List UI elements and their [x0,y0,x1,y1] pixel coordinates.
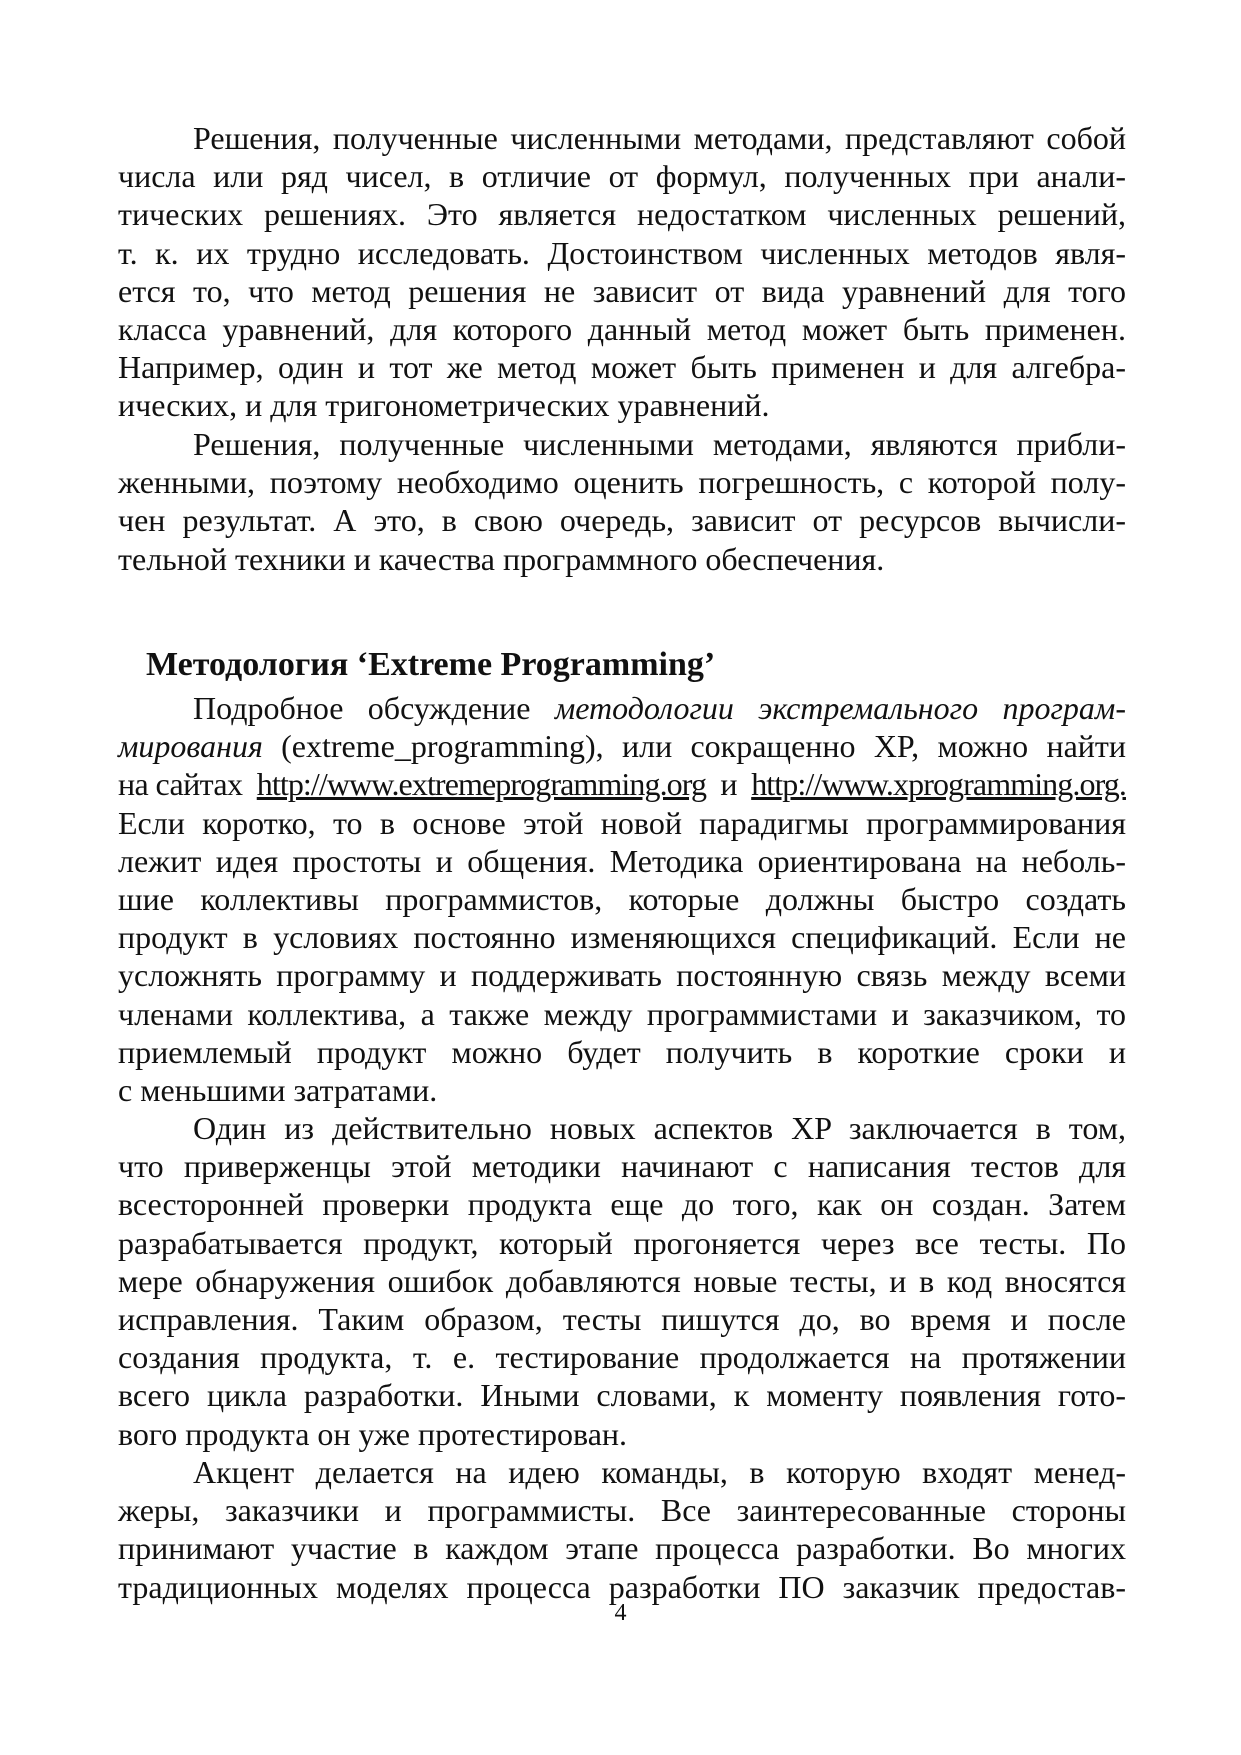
text-line: мере обнаружения ошибок добавляются новые тесты, и в код вносятся [118,1262,1126,1299]
text-line: всесторонней проверки продукта еще до того, как он создан. Затем [118,1186,1126,1223]
text-line: числа или ряд чисел, в отличие от формул, полученных при анали- [118,158,1126,195]
paragraph-3 [118,689,1126,1109]
text-line: приемлемый продукт можно будет получить в короткие сроки и [118,1033,1126,1070]
text-line [118,727,1126,765]
text-line: что приверженцы этой методики начинают с написания тестов для [118,1148,1126,1185]
text-line: вого продукта он уже протестирован. [118,1415,628,1452]
text-line: создания продукта, т. е. тестирование продолжается на протяжении [118,1339,1126,1376]
section-heading: Методология ‘Extreme Programming’ [146,646,716,683]
text-line: Акцент делается на идею команды, в которую входят менед- [193,1454,1126,1490]
text-line [118,765,1126,803]
text-line: традиционных моделях процесса разработки ПО заказчик предостав- [118,1568,1126,1605]
text-line: Решения, полученные численными методами, являются прибли- [193,426,1126,462]
text-line: всего цикла разработки. Иными словами, к моменту появления гото- [118,1377,1126,1414]
paragraph-5 [118,1453,1126,1606]
text-line: лежит идея простоты и общения. Методика ориентирована на неболь- [118,842,1126,879]
text-line: ется то, что метод решения не зависит от вида уравнений для того [118,272,1126,309]
text-line: усложнять программу и поддерживать постоянную связь между всеми [118,957,1126,994]
text-line: жеры, заказчики и программисты. Все заинтересованные стороны [118,1492,1126,1529]
text-line: с меньшими затратами. [118,1071,438,1108]
text-line: класса уравнений, для которого данный метод может быть применен. [118,310,1126,347]
text-line: ических, и для тригонометрических уравнений. [118,387,770,424]
text-line: продукт в условиях постоянно изменяющихся спецификаций. Если не [118,919,1126,956]
italic-term: мирования [118,728,263,765]
link-extremeprogramming[interactable]: http://www.extremeprogramming.org [256,766,707,803]
paragraph-2 [118,425,1126,578]
text-span: (extreme_programming), или сокращенно XP, можно найти [262,728,1126,765]
text-line: Например, один и тот же метод может быть применен и для алгебра- [118,349,1126,386]
text-line: чен результат. А это, в свою очередь, зависит от ресурсов вычисли- [118,502,1126,539]
text-span: на сайтах [118,766,243,803]
text-line: разрабатывается продукт, который прогоняется через все тесты. По [118,1224,1126,1261]
text-line: Решения, полученные численными методами, представляют собой [193,120,1126,156]
text-line: т. к. их трудно исследовать. Достоинством численных методов явля- [118,234,1126,271]
link-xprogramming[interactable]: http://www.xprogramming.org. [751,766,1126,803]
italic-term: методологии экстремального програм- [554,690,1127,726]
text-line: Если коротко, то в основе этой новой парадигмы программирования [118,804,1126,841]
text-line: Один из действительно новых аспектов XP заключается в том, [193,1110,1126,1146]
text-span: Подробное обсуждение [193,690,555,726]
text-line [118,689,1126,727]
text-line: членами коллектива, а также между программистами и заказчиком, то [118,995,1126,1032]
text-line: исправления. Таким образом, тесты пишутся до, во время и после [118,1300,1126,1337]
text-line: шие коллективы программистов, которые должны быстро создать [118,880,1126,917]
text-span: и [720,766,737,803]
page-number: 4 [614,1600,627,1626]
paragraph-4 [118,1109,1126,1453]
text-line: женными, поэтому необходимо оценить погрешность, с которой полу- [118,464,1126,501]
paragraph-1 [118,119,1126,425]
text-line: тельной техники и качества программного обеспечения. [118,540,885,577]
text-line: тических решениях. Это является недостатком численных решений, [118,196,1126,233]
text-line: принимают участие в каждом этапе процесса разработки. Во многих [118,1530,1126,1567]
